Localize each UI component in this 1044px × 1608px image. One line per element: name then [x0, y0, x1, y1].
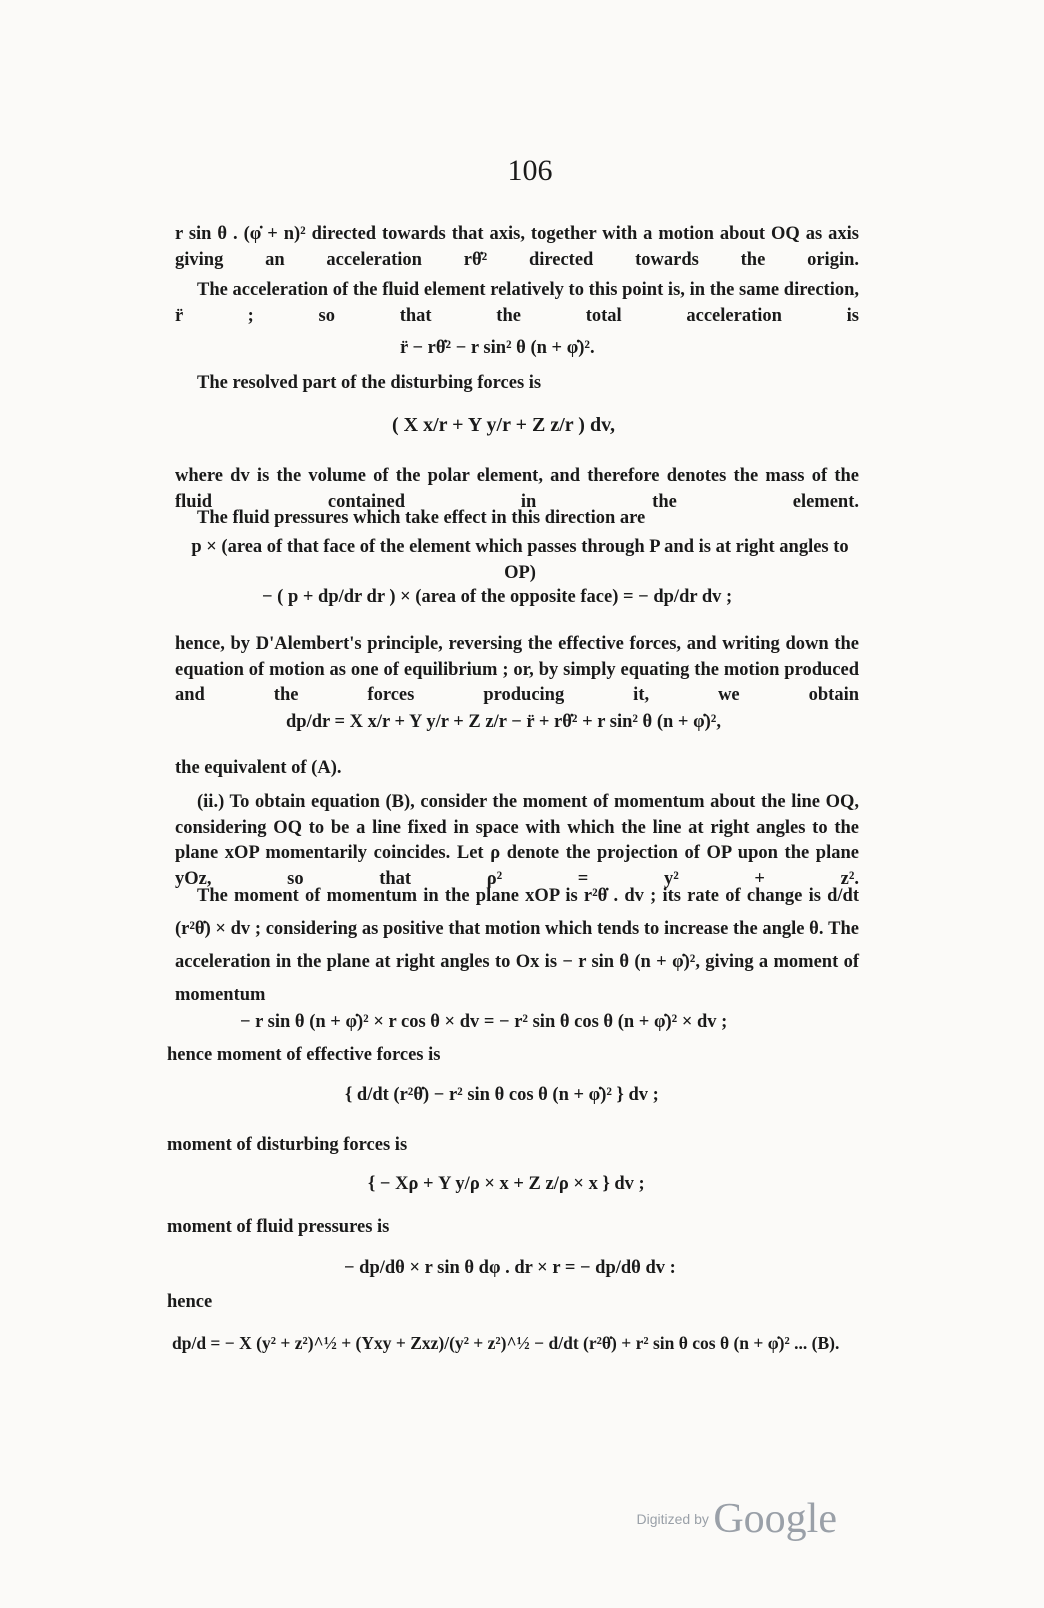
equation-total-acceleration: r̈ − rθ̇² − r sin² θ (n + φ̇)². — [400, 338, 595, 358]
equation-b: dp/d = − X (y² + z²)^½ + (Yxy + Zxz)/(y² + z²)^½ − d/dt (r²θ̇) + r² sin θ cos θ (n + φ̇)² ... (B). — [172, 1333, 840, 1353]
paragraph-disturbing-forces: moment of disturbing forces is — [167, 1135, 408, 1155]
equation-pressure-moment: − dp/dθ × r sin θ dφ . dr × r = − dp/dθ dv : — [344, 1258, 676, 1278]
paragraph-moment-of-momentum: (ii.) To obtain equation (B), consider the moment of momentum about the line OQ, considering OQ to be a line fixed in space with which the line at right angles to the plane xOP momentarily coincides. Let ρ denote the projection of OP upon the plane yOz, so that ρ² = y² + z². — [175, 792, 859, 889]
paragraph-fluid-pressure-moment: moment of fluid pressures is — [167, 1217, 390, 1237]
equation-a: dp/dr = X x/r + Y y/r + Z z/r − r̈ + rθ̇² + r sin² θ (n + φ̇)², — [286, 712, 721, 732]
paragraph-rate-of-change: The moment of momentum in the plane xOP is r²θ̇ . dv ; its rate of change is d/dt (r²θ̇) × dv ; considering as positive that motion which tends to increase the angle θ. The acceleration in the plane at right angles to Ox is − r sin θ (n + φ̇)², giving a moment of momentum — [175, 886, 859, 1005]
paragraph-polar-element: where dv is the volume of the polar element, and therefore denotes the mass of the fluid contained in the element. — [175, 466, 859, 512]
page-number: 106 — [507, 154, 553, 187]
equation-disturbing-moment: { − Xρ + Y y/ρ × x + Z z/ρ × x } dv ; — [368, 1174, 645, 1194]
equation-moment-acceleration: − r sin θ (n + φ̇)² × r cos θ × dv = − r² sin θ cos θ (n + φ̇)² × dv ; — [240, 1012, 728, 1032]
equation-opposite-face: − ( p + dp/dr dr ) × (area of the opposite face) = − dp/dr dv ; — [262, 587, 733, 607]
paragraph-dalembert: hence, by D'Alembert's principle, reversing the effective forces, and writing down the equation of motion as one of equilibrium ; or, by simply equating the motion produced and the forces producing it, we obtain — [175, 634, 859, 705]
watermark-prefix: Digitized by — [636, 1511, 709, 1527]
paragraph-resolved-part: The resolved part of the disturbing forces is — [197, 373, 542, 393]
equation-effective-forces: { d/dt (r²θ̇) − r² sin θ cos θ (n + φ̇)² } dv ; — [345, 1085, 659, 1105]
paragraph-effective-forces: hence moment of effective forces is — [167, 1045, 441, 1065]
paragraph-continuation: r sin θ . (φ̇ + n)² directed towards that axis, together with a motion about OQ as axis giving an acceleration rθ̇² directed towards the origin. — [175, 224, 859, 270]
paragraph-fluid-pressures: The fluid pressures which take effect in this direction are — [197, 508, 646, 528]
paragraph-equivalent-a: the equivalent of (A). — [175, 758, 342, 778]
equation-disturbing-forces: ( X x/r + Y y/r + Z z/r ) dv, — [392, 414, 615, 436]
google-logo: Google — [713, 1496, 837, 1542]
paragraph-hence: hence — [167, 1292, 213, 1312]
digitized-by-google-watermark — [637, 1495, 837, 1543]
paragraph-acceleration: The acceleration of the fluid element relatively to this point is, in the same direction, r̈ ; so that the total acceleration is — [175, 280, 859, 326]
equation-face-area: p × (area of that face of the element which passes through P and is at right angles to OP) — [191, 537, 849, 583]
